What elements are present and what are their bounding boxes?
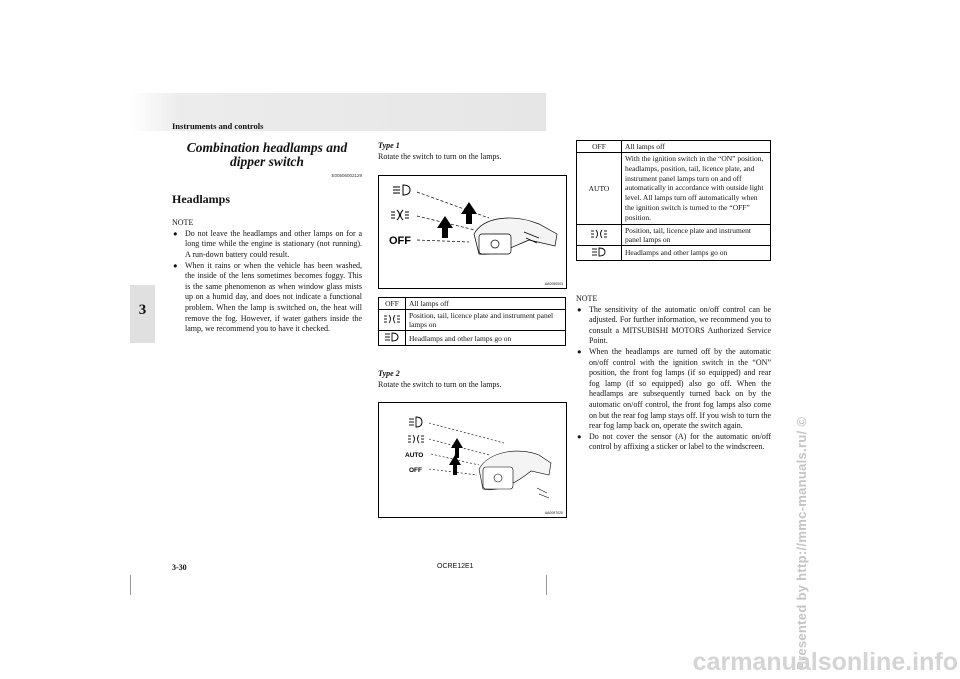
- position-lamp-icon: [590, 229, 608, 239]
- table-key: [379, 310, 406, 331]
- table-row: [379, 298, 566, 310]
- left-column: [172, 141, 362, 335]
- note-item: ● When it rains or when the vehicle has been washed, the inside of the lens sometimes becomes foggy. This is the same phenomenon as when window glass mists up on a humid day, and does not indicate a functional problem. When the lamp is switched on, the heat will remove the fog. However, if water gathers inside the lamp, we recommend you to have it checked.: [172, 261, 362, 335]
- page-number: 3-30: [172, 563, 187, 572]
- type2-label: Type 2: [378, 369, 400, 378]
- arrow-up-icon: [437, 216, 453, 238]
- section-header: Instruments and controls: [172, 121, 264, 131]
- off-label: OFF: [389, 235, 411, 247]
- watermark-text: Presented by http://mmc-manuals.ru/ ©: [794, 416, 809, 670]
- table-desc: All lamps off: [622, 141, 771, 153]
- position-lamp-icon: [408, 435, 424, 443]
- headlamp-icon: [409, 417, 422, 427]
- table-row: [379, 331, 566, 346]
- table-key: OFF: [379, 298, 406, 310]
- headlamp-icon: [393, 185, 410, 195]
- table-row: [379, 310, 566, 331]
- type1-lamp-table: [378, 297, 566, 346]
- table-key: [577, 245, 622, 260]
- note-item: ● Do not leave the headlamps and other lamps on for a long time while the engine is stationary (not running). A run-down battery could result.: [172, 229, 362, 261]
- note-label: NOTE: [576, 294, 598, 303]
- table-row: [577, 224, 771, 245]
- table-key: AUTO: [577, 153, 622, 225]
- note-label: NOTE: [172, 218, 194, 228]
- figure-code: AA0097020: [544, 511, 563, 515]
- table-desc: Position, tail, licence plate and instrument panel lamps on: [406, 310, 566, 331]
- table-desc: All lamps off: [406, 298, 566, 310]
- type1-switch-illustration: [379, 176, 566, 288]
- type1-label: Type 1: [378, 141, 400, 150]
- type2-text: Rotate the switch to turn on the lamps.: [378, 379, 502, 389]
- table-row: [577, 245, 771, 260]
- table-desc: Position, tail, licence plate and instrument panel lamps on: [622, 224, 771, 245]
- type2-switch-illustration: [379, 403, 566, 517]
- table-desc: Headlamps and other lamps go on: [406, 331, 566, 346]
- site-watermark: carmanualsonline.info: [692, 648, 958, 676]
- type1-text: Rotate the switch to turn on the lamps.: [378, 151, 502, 161]
- right-notes: [576, 294, 771, 453]
- auto-label: AUTO: [405, 452, 424, 459]
- type2-figure: [378, 402, 567, 518]
- arrow-up-icon: [451, 438, 463, 458]
- crop-mark: [546, 575, 547, 595]
- type1-figure: [378, 175, 567, 289]
- position-lamp-icon: [391, 210, 409, 220]
- note-item: ● When the headlamps are turned off by the automatic on/off control with the ignition switch in the “ON” position, the front fog lamps (if so equipped) and rear fog lamp (if so equipped) also go off. When the headlamps are subsequently turned back on by the automatic on/off control, the front fog lamps also come on but the rear fog lamp stays off. If you wish to turn the rear fog lamp back on, operate the switch again.: [576, 347, 771, 432]
- type2-block: [378, 369, 568, 390]
- table-key: [379, 331, 406, 346]
- section-title: Combination headlamps and dipper switch: [186, 140, 348, 169]
- headlamp-icon: [383, 332, 401, 342]
- table-desc: With the ignition switch in the “ON” position, headlamps, position, tail, licence plate, and instrument panel lamps turn on and off automatically in accordance with outside light level. All lamps turn off automatically when the ignition switch is turned to the “OFF” position.: [622, 153, 771, 225]
- type2-lamp-table: [576, 140, 771, 261]
- note-item: ● Do not cover the sensor (A) for the automatic on/off control by affixing a sticker or label to the windscreen.: [576, 432, 771, 453]
- crop-mark: [130, 575, 131, 595]
- table-desc: Headlamps and other lamps go on: [622, 245, 771, 260]
- off-label: OFF: [409, 467, 422, 474]
- table-row: [577, 141, 771, 153]
- position-lamp-icon: [383, 314, 401, 324]
- table-key: OFF: [577, 141, 622, 153]
- chapter-number: 3: [138, 302, 147, 318]
- figure-code: AA0050003: [544, 282, 563, 286]
- headlamps-heading: Headlamps: [172, 191, 231, 206]
- section-code: E00506002129: [331, 173, 362, 178]
- table-row: [577, 153, 771, 225]
- middle-column: [378, 141, 568, 162]
- headlamp-icon: [590, 247, 608, 257]
- arrow-up-icon: [461, 202, 477, 224]
- chapter-tab: [130, 285, 155, 343]
- document-code: OCRE12E1: [437, 563, 474, 570]
- table-key: [577, 224, 622, 245]
- note-item: ● The sensitivity of the automatic on/off control can be adjusted. For further information, we recommend you to consult a MITSUBISHI MOTORS Authorized Service Point.: [576, 305, 771, 347]
